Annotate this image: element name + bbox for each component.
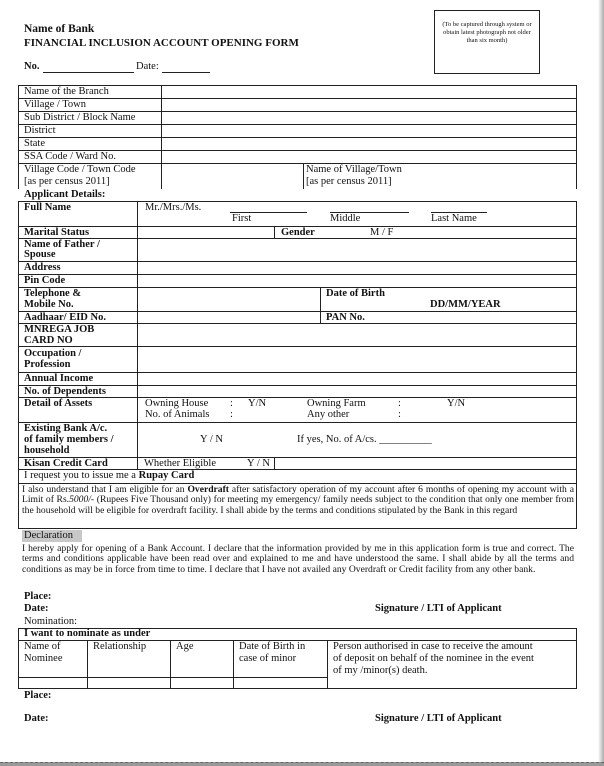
village-name-label: Name of Village/Town — [306, 164, 402, 175]
mnrega-card-label: CARD NO — [24, 335, 73, 346]
existing-bank-label: Existing Bank A/c. — [24, 423, 108, 434]
nominee-label: Nominee — [24, 653, 63, 664]
overdraft-text-3: (Rupees Five Thousand only) for meeting my emergency/ family needs subject to the condition that only one member from the household will be eligible for overdraft facility. I shall abide by the terms and conditions stipulated by the Bank in this regard — [22, 494, 574, 516]
pan-label: PAN No. — [326, 312, 365, 323]
date-sign-label: Date: — [24, 603, 49, 614]
nomination-label: Nomination: — [24, 616, 78, 627]
age-label: Age — [176, 641, 194, 652]
last-name-label: Last Name — [431, 213, 477, 224]
gender-label: Gender — [281, 227, 315, 238]
mobile-label: Mobile No. — [24, 299, 74, 310]
bank-name-label: Name of Bank — [24, 23, 95, 35]
sub-district-label: Sub District / Block Name — [24, 112, 136, 123]
full-name-label: Full Name — [24, 202, 71, 213]
no-label: No. — [24, 61, 40, 72]
household-label: household — [24, 445, 70, 456]
kcc-yn: Y / N — [247, 458, 270, 469]
owning-farm-label: Owning Farm — [307, 398, 366, 409]
district-label: District — [24, 125, 56, 136]
nominee-dob-label: Date of Birth in — [239, 641, 306, 652]
nominee-name-label: Name of — [24, 641, 61, 652]
assets-label: Detail of Assets — [24, 398, 93, 409]
ssa-label: SSA Code / Ward No. — [24, 151, 117, 162]
family-members-label: of family members / — [24, 434, 114, 445]
photo-box[interactable] — [434, 10, 540, 74]
house-yn: Y/N — [248, 398, 267, 409]
overdraft-text-2: after satisfactory operation of my account after 6 months of opening my account with a Limit of Rs. — [22, 484, 574, 506]
occupation-label: Occupation / — [24, 348, 82, 359]
farm-yn: Y/N — [447, 398, 466, 409]
overdraft-amount: 5000/- — [69, 494, 95, 506]
nominate-heading: I want to nominate as under — [24, 628, 151, 639]
signature-label: Signature / LTI of Applicant — [375, 603, 502, 614]
middle-name-label: Middle — [330, 213, 361, 224]
spouse-label: Spouse — [24, 249, 56, 260]
page-edge — [598, 0, 604, 766]
aadhaar-label: Aadhaar/ EID No. — [24, 312, 106, 323]
colon: : — [230, 398, 233, 409]
dob-format: DD/MM/YEAR — [430, 299, 501, 310]
rupay-card-label: Rupay Card — [138, 470, 195, 481]
state-label: State — [24, 138, 45, 149]
mnrega-label: MNREGA JOB — [24, 324, 95, 335]
bank-yn: Y / N — [200, 434, 223, 445]
authorised-line-2: of deposit on behalf of the nominee in the event — [333, 653, 534, 664]
marital-label: Marital Status — [24, 227, 90, 238]
telephone-label: Telephone & — [24, 288, 82, 299]
overdraft-text-1: I also understand that I am eligible for an — [22, 484, 188, 495]
village-label: Village / Town — [24, 99, 87, 110]
overdraft-bold: Overdraft — [187, 484, 229, 495]
date-field[interactable] — [162, 72, 210, 73]
first-name-label: First — [232, 213, 252, 224]
place-label-2: Place: — [24, 690, 52, 701]
authorised-line-1: Person authorised in case to receive the amount — [333, 641, 533, 652]
village-code-label: Village Code / Town Code — [24, 164, 136, 175]
gender-options: M / F — [370, 227, 394, 238]
place-label: Place: — [24, 591, 52, 602]
father-label: Name of Father / — [24, 239, 100, 250]
rupay-request-text: I request you to issue me a — [24, 470, 139, 481]
photo-note: (To be captured through system or obtain latest photograph not older than six month) — [442, 21, 532, 44]
any-other-label: Any other — [307, 409, 350, 420]
dependents-label: No. of Dependents — [24, 386, 106, 397]
profession-label: Profession — [24, 359, 71, 370]
village-name-census: [as per census 2011] — [306, 176, 392, 187]
applicant-title: Applicant Details: — [24, 189, 106, 200]
declaration-text: I hereby apply for opening of a Bank Account. I declare that the information provided by me in this application form is true and correct. The terms and conditions applicable have been read over and explained to me and have understood the same. I shall abide by all the terms and conditions as may be in force from time to time. I declare that I have not availed any Overdraft or Credit facility from any other bank. — [22, 543, 574, 575]
relationship-label: Relationship — [93, 641, 147, 652]
income-label: Annual Income — [24, 373, 94, 384]
branch-label: Name of the Branch — [24, 86, 109, 97]
date-label: Date: — [136, 61, 159, 72]
colon: : — [398, 398, 401, 409]
kcc-label: Kisan Credit Card — [24, 458, 108, 469]
dob-label: Date of Birth — [326, 288, 385, 299]
animals-label: No. of Animals — [145, 409, 210, 420]
colon: : — [398, 409, 401, 420]
no-field[interactable] — [43, 72, 134, 73]
pin-label: Pin Code — [24, 275, 66, 286]
owning-house-label: Owning House — [145, 398, 209, 409]
overdraft-paragraph — [22, 485, 574, 516]
village-code-census: [as per census 2011] — [24, 176, 110, 187]
form-title: FINANCIAL INCLUSION ACCOUNT OPENING FORM — [24, 37, 299, 49]
page-bottom-edge — [0, 762, 604, 766]
declaration-title: Declaration — [24, 530, 73, 541]
salutation: Mr./Mrs./Ms. — [145, 202, 202, 213]
if-yes-accounts: If yes, No. of A/cs. __________ — [297, 434, 432, 445]
address-label: Address — [24, 262, 61, 273]
eligible-label: Whether Eligible — [144, 458, 217, 469]
rupay-request — [24, 470, 194, 481]
authorised-line-3: of my /minor(s) death. — [333, 665, 428, 676]
nominee-minor-label: case of minor — [239, 653, 297, 664]
date-label-2: Date: — [24, 713, 49, 724]
signature-label-2: Signature / LTI of Applicant — [375, 713, 502, 724]
colon: : — [230, 409, 233, 420]
